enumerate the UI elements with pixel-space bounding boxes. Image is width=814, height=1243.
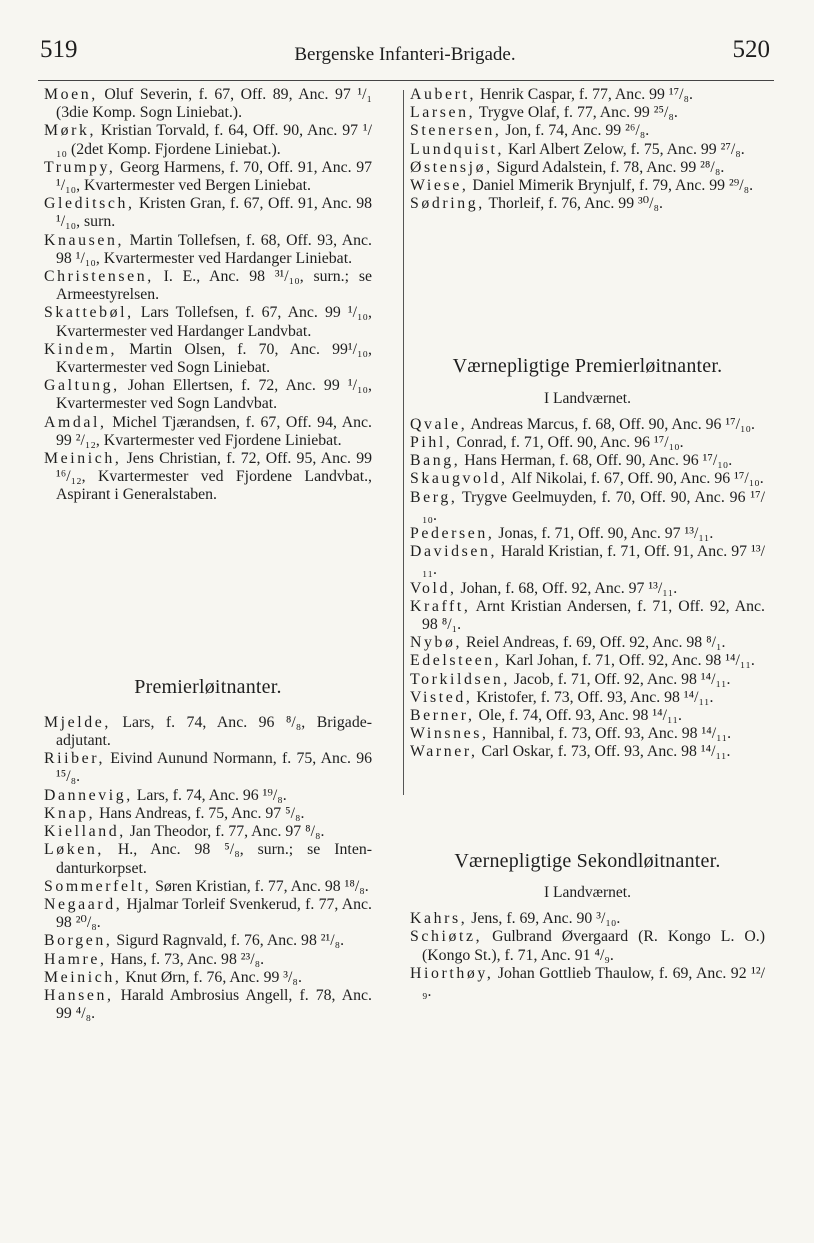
roster-entry [410, 928, 765, 964]
entry-surname: Hamre, [44, 950, 107, 968]
entry-surname: Mørk, [44, 122, 97, 140]
roster-entry [44, 195, 372, 231]
roster-entry [44, 341, 372, 377]
roster-entry [410, 86, 765, 104]
entry-details: Harald Kristian, f. 71, Off. 91, Anc. 97 ¹³/₁₁. [422, 543, 765, 579]
entry-details: Ole, f. 74, Off. 93, Anc. 98 ¹⁴/₁₁. [474, 707, 682, 725]
entry-details: Georg Harmens, f. 70, Off. 91, Anc. 97 ¹/₁₀, Kvartermester ved Bergen Liniebat. [56, 158, 372, 195]
roster-entry [44, 805, 372, 823]
roster-entry [44, 750, 372, 786]
entry-surname: Moen, [44, 86, 98, 103]
right-page-number: 520 [732, 36, 770, 63]
entry-details: Johan, f. 68, Off. 92, Anc. 97 ¹³/₁₁. [456, 579, 678, 597]
entry-details: Kristian Torvald, f. 64, Off. 90, Anc. 97 ¹/₁₀ (2det Komp. Fjordene Liniebat.). [56, 122, 372, 158]
roster-entry [410, 525, 765, 543]
roster-entry [44, 377, 372, 413]
roster-entry [410, 910, 765, 928]
roster-entry [410, 104, 765, 122]
entry-details: Jacob, f. 71, Off. 92, Anc. 98 ¹⁴/₁₁. [509, 670, 731, 688]
roster-entry [410, 195, 765, 213]
roster-entry [44, 787, 372, 805]
roster-entry [44, 304, 372, 340]
entry-surname: Østensjø, [410, 158, 493, 176]
roster-entry [44, 232, 372, 268]
entry-details: Jens, f. 69, Anc. 90 ³/₁₀. [467, 910, 621, 928]
entry-surname: Visted, [410, 688, 473, 706]
entry-surname: Meinich, [44, 450, 122, 468]
kaptein-entries [44, 86, 372, 505]
entry-details: Kristen Gran, f. 67, Off. 91, Anc. 98 ¹/₁₀, surn. [56, 195, 372, 231]
entry-details: Sigurd Ragnvald, f. 76, Anc. 98 ²¹/₈. [112, 932, 345, 950]
section-title-vaernepligtige-premier: Værnepligtige Premierløitnanter. [452, 355, 723, 378]
roster-entry [44, 86, 372, 122]
roster-entry [410, 543, 765, 579]
entry-surname: Schiøtz, [410, 928, 483, 946]
subtitle-landvaernet-1: I Landværnet. [544, 389, 631, 407]
roster-entry [410, 598, 765, 634]
roster-entry [410, 743, 765, 761]
entry-details: Alf Nikolai, f. 67, Off. 90, Anc. 96 ¹⁷/₁₀. [507, 470, 764, 488]
entry-details: Lars, f. 74, Anc. 96 ⁸/₈, Brigade-adjutant. [56, 713, 372, 750]
entry-surname: Kindem, [44, 340, 118, 358]
entry-surname: Gleditsch, [44, 195, 135, 213]
roster-entry [44, 878, 372, 896]
entry-surname: Warner, [410, 743, 478, 761]
roster-entry [44, 987, 372, 1023]
roster-entry [44, 714, 372, 750]
entry-surname: Aubert, [410, 86, 477, 103]
entry-surname: Løken, [44, 841, 104, 859]
vaernepligtige-premier-entries [410, 416, 765, 762]
right-column [410, 86, 765, 1001]
entry-surname: Torkildsen, [410, 670, 510, 688]
entry-details: Daniel Mimerik Brynjulf, f. 79, Anc. 99 ²⁹/₈. [468, 177, 754, 195]
roster-entry [410, 416, 765, 434]
roster-entry [44, 450, 372, 505]
header-rule [38, 80, 774, 81]
roster-entry [410, 707, 765, 725]
roster-entry [410, 122, 765, 140]
entry-details: Hjalmar Torleif Svenkerud, f. 77, Anc. 98 ²⁰/₈. [56, 895, 372, 932]
entry-details: I. E., Anc. 98 ³¹/₁₀, surn.; se Armeestyrelsen. [56, 268, 372, 304]
entry-details: Oluf Severin, f. 67, Off. 89, Anc. 97 ¹/₁ (3die Komp. Sogn Liniebat.). [56, 86, 372, 122]
entry-details: Lars, f. 74, Anc. 96 ¹⁹/₈. [132, 786, 287, 804]
entry-surname: Wiese, [410, 177, 469, 195]
premierloitnant-entries [44, 714, 372, 1023]
entry-details: Søren Kristian, f. 77, Anc. 98 ¹⁸/₈. [151, 877, 369, 895]
entry-surname: Sødring, [410, 195, 485, 213]
entry-surname: Stenersen, [410, 122, 502, 140]
column-divider [403, 90, 404, 795]
roster-entry [44, 969, 372, 987]
entry-surname: Hansen, [44, 986, 114, 1004]
roster-entry [410, 725, 765, 743]
section-title-vaernepligtige-sekond: Værnepligtige Sekondløitnanter. [454, 849, 721, 872]
entry-details: Martin Tollefsen, f. 68, Off. 93, Anc. 98 ¹/₁₀, Kvartermester ved Hardanger Liniebat. [56, 231, 372, 267]
entry-details: Hans Andreas, f. 75, Anc. 97 ⁵/₈. [95, 804, 305, 822]
entry-surname: Krafft, [410, 597, 471, 615]
entry-details: Hannibal, f. 73, Off. 93, Anc. 98 ¹⁴/₁₁. [488, 725, 732, 743]
entry-details: Trygve Olaf, f. 77, Anc. 99 ²⁵/₈. [475, 104, 678, 122]
entry-surname: Berg, [410, 488, 458, 506]
entry-surname: Nybø, [410, 634, 463, 652]
entry-details: Lars Tollefsen, f. 67, Anc. 99 ¹/₁₀, Kvartermester ved Hardanger Landvbat. [56, 304, 372, 340]
entry-details: Karl Albert Zelow, f. 75, Anc. 99 ²⁷/₈. [504, 140, 745, 158]
entry-surname: Edelsteen, [410, 652, 502, 670]
roster-entry [44, 896, 372, 932]
entry-surname: Riiber, [44, 750, 106, 768]
subtitle-landvaernet-2: I Landværnet. [544, 883, 631, 901]
entry-details: Jonas, f. 71, Off. 90, Anc. 97 ¹³/₁₁. [494, 525, 714, 543]
left-column [44, 86, 372, 1023]
entry-surname: Mjelde, [44, 713, 111, 731]
entry-details: H., Anc. 98 ⁵/₈, surn.; se Inten-danturkorpset. [56, 841, 372, 877]
roster-entry [410, 580, 765, 598]
entry-details: Thorleif, f. 76, Anc. 99 ³⁰/₈. [484, 195, 663, 213]
entry-details: Arnt Kristian Andersen, f. 71, Off. 92, Anc. 98 ⁸/₁. [422, 597, 765, 634]
roster-entry [410, 489, 765, 525]
roster-entry [410, 470, 765, 488]
roster-entry [44, 841, 372, 877]
entry-surname: Knausen, [44, 231, 125, 249]
entry-details: Reiel Andreas, f. 69, Off. 92, Anc. 98 ⁸/₁. [462, 634, 726, 652]
entry-surname: Sommerfelt, [44, 877, 152, 895]
entry-details: Knut Ørn, f. 76, Anc. 99 ³/₈. [121, 968, 302, 986]
entry-details: Johan Gottlieb Thaulow, f. 69, Anc. 92 ¹²/₉. [422, 964, 765, 1000]
entry-surname: Pihl, [410, 434, 453, 452]
entry-surname: Kielland, [44, 823, 126, 841]
roster-entry [410, 652, 765, 670]
entry-details: Jon, f. 74, Anc. 99 ²⁶/₈. [501, 122, 650, 140]
entry-surname: Amdal, [44, 413, 107, 431]
entry-surname: Galtung, [44, 377, 120, 395]
entry-details: Andreas Marcus, f. 68, Off. 90, Anc. 96 ¹⁷/₁₀. [467, 415, 755, 433]
entry-details: Karl Johan, f. 71, Off. 92, Anc. 98 ¹⁴/₁₁. [501, 652, 755, 670]
vaernepligtige-sekond-entries [410, 910, 765, 1001]
entry-surname: Dannevig, [44, 786, 133, 804]
roster-entry [44, 823, 372, 841]
entry-surname: Meinich, [44, 968, 122, 986]
entry-surname: Hiorthøy, [410, 964, 494, 982]
page-header [40, 36, 770, 70]
entry-surname: Kahrs, [410, 910, 468, 928]
roster-entry [44, 414, 372, 450]
entry-details: Carl Oskar, f. 73, Off. 93, Anc. 98 ¹⁴/₁₁. [477, 743, 731, 761]
roster-entry [44, 122, 372, 158]
entry-details: Hans, f. 73, Anc. 98 ²³/₈. [106, 950, 265, 968]
entry-details: Henrik Caspar, f. 77, Anc. 99 ¹⁷/₈. [476, 86, 693, 103]
entry-surname: Trumpy, [44, 158, 116, 176]
section-title-premierloitnanter: Premierløitnanter. [134, 675, 282, 698]
entry-details: Gulbrand Øvergaard (R. Kongo L. O.) (Kongo St.), f. 71, Anc. 91 ⁴/₉. [422, 928, 765, 964]
roster-entry [410, 452, 765, 470]
entry-details: Kristofer, f. 73, Off. 93, Anc. 98 ¹⁴/₁₁. [472, 688, 714, 706]
roster-entry [410, 671, 765, 689]
entry-surname: Qvale, [410, 415, 468, 433]
running-title: Bergenske Infanteri-Brigade. [294, 44, 516, 65]
entry-surname: Davidsen, [410, 543, 498, 561]
roster-entry [410, 159, 765, 177]
roster-entry [410, 177, 765, 195]
entry-details: Hans Herman, f. 68, Off. 90, Anc. 96 ¹⁷/₁₀. [460, 452, 733, 470]
entry-details: Trygve Geelmuyden, f. 70, Off. 90, Anc. 96 ¹⁷/₁₀. [422, 488, 765, 524]
entry-surname: Christensen, [44, 268, 154, 286]
roster-entry [410, 689, 765, 707]
entry-surname: Berner, [410, 707, 475, 725]
entry-surname: Negaard, [44, 895, 123, 913]
entry-surname: Knap, [44, 804, 96, 822]
entry-details: Conrad, f. 71, Off. 90, Anc. 96 ¹⁷/₁₀. [452, 434, 684, 452]
continued-entries [410, 86, 765, 213]
entry-surname: Pedersen, [410, 525, 495, 543]
roster-entry [410, 434, 765, 452]
entry-surname: Vold, [410, 579, 457, 597]
entry-surname: Borgen, [44, 932, 113, 950]
left-page-number: 519 [40, 36, 78, 63]
entry-surname: Skattebøl, [44, 304, 134, 322]
entry-details: Johan Ellertsen, f. 72, Anc. 99 ¹/₁₀, Kvartermester ved Sogn Landvbat. [56, 377, 372, 413]
roster-entry [44, 951, 372, 969]
roster-entry [410, 634, 765, 652]
entry-details: Sigurd Adalstein, f. 78, Anc. 99 ²⁸/₈. [492, 158, 725, 176]
entry-details: Harald Ambrosius Angell, f. 78, Anc. 99 ⁴/₈. [56, 986, 372, 1023]
entry-details: Jan Theodor, f. 77, Anc. 97 ⁸/₈. [125, 823, 325, 841]
roster-entry [410, 141, 765, 159]
entry-surname: Winsnes, [410, 725, 489, 743]
entry-details: Martin Olsen, f. 70, Anc. 99¹/₁₀, Kvartermester ved Sogn Liniebat. [56, 340, 372, 377]
entry-details: Eivind Aunund Normann, f. 75, Anc. 96 ¹⁵/₈. [56, 750, 372, 786]
entry-surname: Lundquist, [410, 140, 505, 158]
entry-surname: Bang, [410, 452, 461, 470]
entry-details: Jens Christian, f. 72, Off. 95, Anc. 99 ¹⁶/₁₂, Kvartermester ved Fjordene Landvbat., Aspirant i Generalstaben. [56, 450, 372, 504]
roster-entry [44, 932, 372, 950]
entry-surname: Larsen, [410, 104, 476, 122]
roster-entry [44, 268, 372, 304]
roster-entry [44, 159, 372, 195]
entry-details: Michel Tjærandsen, f. 67, Off. 94, Anc. 99 ²/₁₂, Kvartermester ved Fjordene Liniebat. [56, 413, 372, 449]
entry-surname: Skaugvold, [410, 470, 508, 488]
roster-entry [410, 965, 765, 1001]
